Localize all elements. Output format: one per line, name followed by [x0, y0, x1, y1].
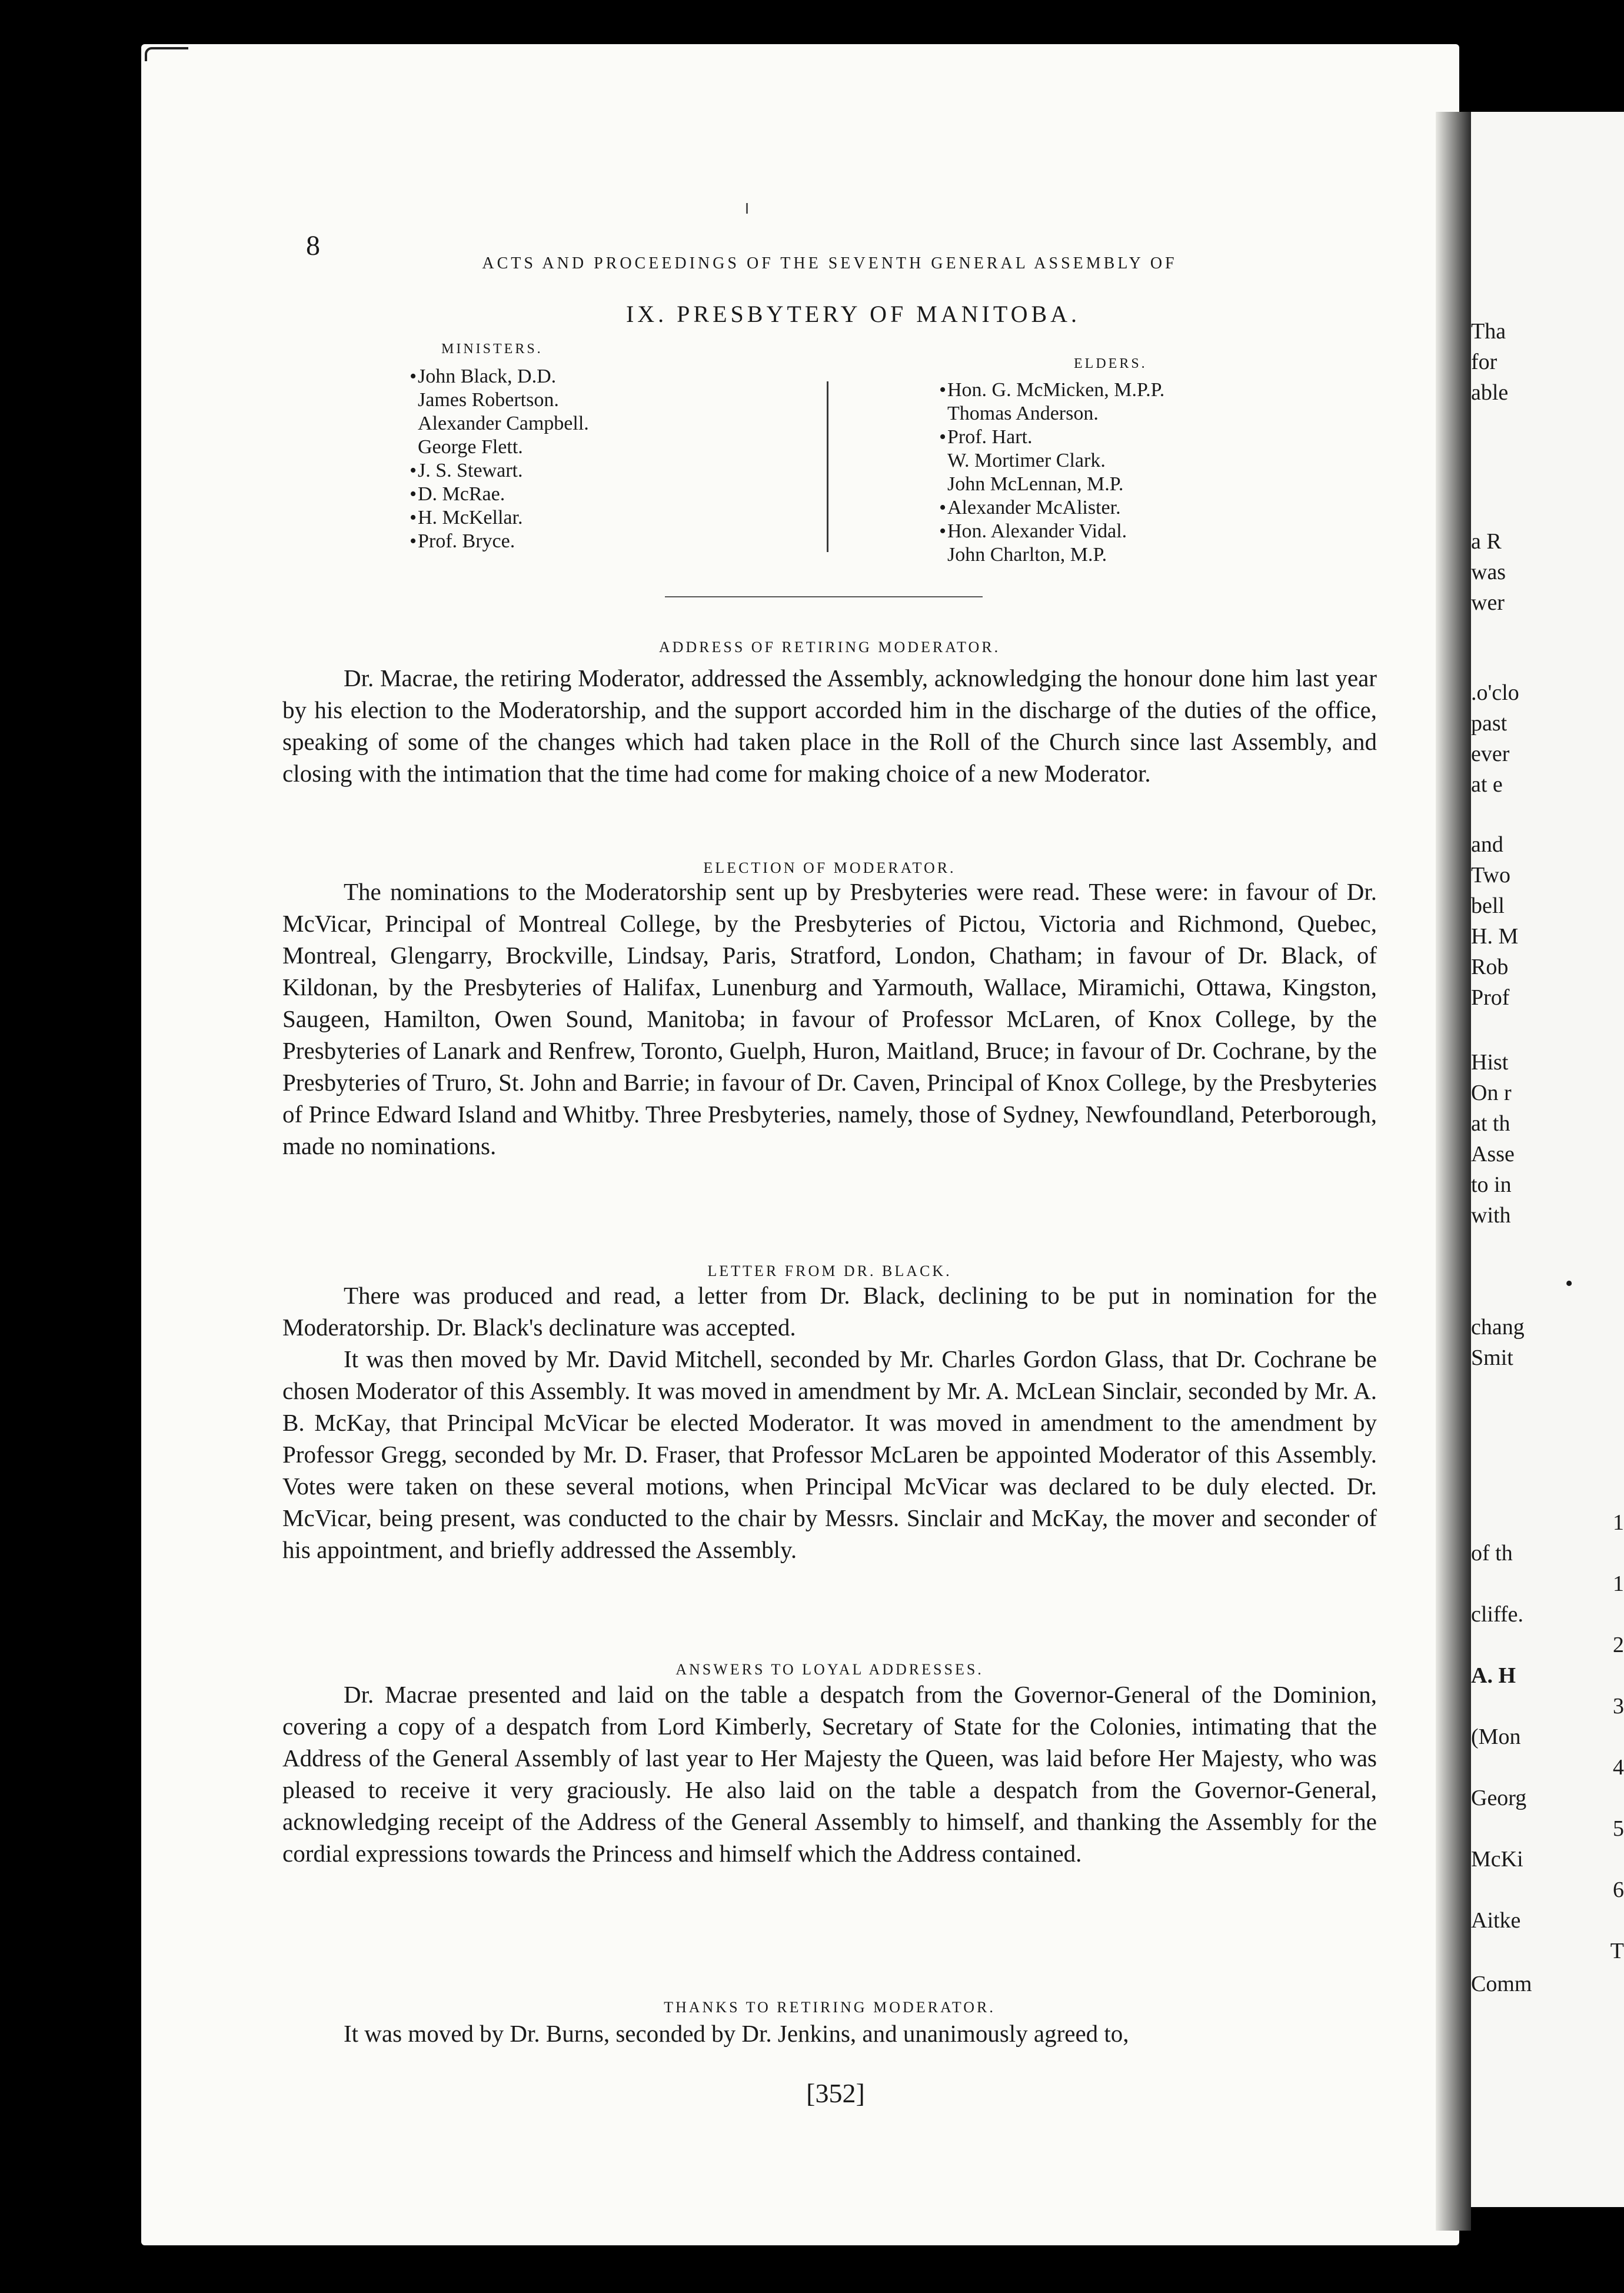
minister-entry: •H. McKellar.: [410, 507, 523, 529]
facing-line: Asse: [1471, 1142, 1515, 1167]
thanks-paragraph: It was moved by Dr. Burns, seconded by Dr. Jenkins, and unanimously agreed to,: [344, 2020, 1129, 2047]
facing-line: chang: [1471, 1315, 1525, 1340]
letter-heading: LETTER FROM DR. BLACK.: [707, 1262, 952, 1280]
elder-entry: •Hon. Alexander Vidal.: [939, 520, 1127, 542]
facing-line: and: [1471, 832, 1503, 857]
facing-line: H. M: [1471, 924, 1519, 949]
facing-page-fragment: [1471, 112, 1624, 2207]
facing-line: past: [1471, 711, 1507, 736]
facing-line: (Mon: [1471, 1724, 1521, 1749]
ministers-list: [406, 365, 589, 553]
elder-entry: John McLennan, M.P.: [947, 473, 1124, 495]
elder-entry: Thomas Anderson.: [947, 403, 1099, 424]
facing-line: Two: [1471, 863, 1511, 888]
minister-entry: Alexander Campbell.: [418, 413, 589, 434]
page-number: 8: [306, 230, 320, 261]
print-speck: [746, 203, 748, 214]
facing-line: 6: [1613, 1877, 1624, 1902]
minister-entry: George Flett.: [418, 436, 523, 458]
presbytery-title: IX. PRESBYTERY OF MANITOBA.: [625, 301, 1081, 327]
facing-line: 2: [1613, 1633, 1624, 1657]
facing-line: 3: [1613, 1694, 1624, 1719]
facing-line: Smit: [1471, 1345, 1513, 1370]
facing-line: Aitke: [1471, 1908, 1521, 1933]
column-divider: [827, 381, 828, 552]
elder-entry: •Hon. G. McMicken, M.P.P.: [939, 379, 1165, 401]
facing-line: 1: [1613, 1571, 1624, 1596]
signature-mark: [352]: [806, 2078, 865, 2108]
facing-line: 5: [1613, 1816, 1624, 1841]
answers-paragraph: Dr. Macrae presented and laid on the table a despatch from the Governor-General of the Dominion, covering a copy of a despatch from Lord Kimberly, Secretary of State for the Colonies, intimating that the Address of the General Assembly of last year to Her Majesty the Queen, was laid before Her Majesty, who was pleased to receive it very graciously. He also laid on the table a despatch from the Governor-General, acknowledging receipt of the Address of the General Assembly to himself, and thanking the Assembly for the cordial expressions towards the Princess and himself which the Address contained.: [282, 1681, 1377, 1867]
running-head: ACTS AND PROCEEDINGS OF THE SEVENTH GENERAL ASSEMBLY OF: [482, 254, 1177, 272]
elder-entry: •Prof. Hart.: [939, 426, 1033, 448]
election-paragraph: The nominations to the Moderatorship sent up by Presbyteries were read. These were: in favour of Dr. McVicar, Principal of Montreal College, by the Presbyteries of Pictou, Victoria and Richmond, Quebec, Montreal, Glengarry, Brockville, Lindsay, Paris, Stratford, London, Chatham; in favour of Dr. Black, of Kildonan, by the Presbyteries of Halifax, Lunenburg and Yarmouth, Wallace, Miramichi, Ottawa, Kingston, Saugeen, Hamilton, Owen Sound, Manitoba; in favour of Professor McLaren, of Knox College, by the Presbyteries of Lanark and Renfrew, Toronto, Guelph, Huron, Maitland, Bruce; in favour of Dr. Cochrane, by the Presbyteries of Truro, St. John and Barrie; in favour of Dr. Caven, Principal of Knox College, by the Presbyteries of Prince Edward Island and Whitby. Three Presbyteries, namely, those of Sydney, Newfoundland, Peterborough, made no nominations.: [282, 878, 1377, 1159]
elders-heading: ELDERS.: [1074, 356, 1147, 371]
facing-line: cliffe.: [1471, 1602, 1523, 1627]
facing-line: On r: [1471, 1081, 1512, 1105]
facing-line: ever: [1471, 742, 1510, 766]
facing-line: able: [1471, 380, 1509, 405]
facing-line: at e: [1471, 772, 1503, 797]
facing-line: Georg: [1471, 1786, 1527, 1810]
facing-line: wer: [1471, 590, 1505, 615]
facing-line: at th: [1471, 1111, 1510, 1136]
motion-paragraph: It was then moved by Mr. David Mitchell, seconded by Mr. Charles Gordon Glass, that Dr. Cochrane be chosen Moderator of this Assembly. It was moved in amendment by Mr. A. McLean Sinclair, seconded by Mr. A. B. McKay, that Principal McVicar be elected Moderator. It was moved in amendment to the amendment by Professor Gregg, seconded by Mr. D. Fraser, that Professor McLaren be appointed Moderator of this Assembly. Votes were taken on these several motions, when Principal McVicar was declared to be duly elected. Dr. McVicar, being present, was conducted to the chair by Messrs. Sinclair and McKay, the mover and seconder of his appointment, and briefly addressed the Assembly.: [282, 1345, 1377, 1563]
minister-entry: •John Black, D.D.: [410, 365, 557, 387]
minister-entry: •D. McRae.: [410, 483, 505, 505]
elder-entry: W. Mortimer Clark.: [947, 450, 1106, 471]
facing-line: A. H: [1471, 1663, 1516, 1688]
facing-line: to in: [1471, 1172, 1512, 1197]
facing-line: Rob: [1471, 955, 1509, 979]
facing-line: 1: [1613, 1510, 1624, 1535]
facing-line: Prof: [1471, 985, 1510, 1010]
minister-entry: •J. S. Stewart.: [410, 460, 523, 481]
facing-line: Comm: [1471, 1972, 1532, 1996]
facing-line: with: [1471, 1203, 1511, 1228]
facing-line: .o'clo: [1471, 680, 1519, 705]
facing-line: was: [1471, 560, 1506, 584]
facing-line: Tha: [1471, 319, 1506, 344]
address-heading: ADDRESS OF RETIRING MODERATOR.: [658, 639, 1001, 656]
separator-rule: [665, 596, 983, 597]
election-heading: ELECTION OF MODERATOR.: [703, 859, 956, 876]
minister-entry: James Robertson.: [418, 389, 559, 411]
page-gutter-shadow: [1436, 112, 1471, 2231]
page-corner-curl: [145, 47, 188, 61]
elder-entry: •Alexander McAlister.: [939, 497, 1121, 519]
facing-line: T: [1610, 1939, 1624, 1963]
ministers-heading: MINISTERS.: [441, 341, 543, 357]
facing-line: McKi: [1471, 1847, 1523, 1872]
letter-paragraph: There was produced and read, a letter from Dr. Black, declining to be put in nomination for the Moderatorship. Dr. Black's declinature was accepted.: [282, 1282, 1377, 1341]
facing-line: •: [1565, 1271, 1573, 1296]
answers-heading: ANSWERS TO LOYAL ADDRESSES.: [675, 1661, 984, 1678]
facing-line: of th: [1471, 1541, 1513, 1566]
address-paragraph: Dr. Macrae, the retiring Moderator, addressed the Assembly, acknowledging the honour done him last year by his election to the Moderatorship, and the support accorded him in the discharge of the duties of the office, speaking of some of the changes which had taken place in the Roll of the Church since last Assembly, and closing with the intimation that the time had come for making choice of a new Moderator.: [282, 664, 1377, 787]
facing-line: Hist: [1471, 1050, 1509, 1075]
facing-line: bell: [1471, 893, 1505, 918]
thanks-heading: THANKS TO RETIRING MODERATOR.: [664, 1999, 996, 2016]
facing-line: 4: [1613, 1755, 1624, 1780]
minister-entry: •Prof. Bryce.: [410, 530, 515, 552]
facing-line: a R: [1471, 529, 1502, 554]
elders-list: [936, 378, 1164, 567]
elder-entry: John Charlton, M.P.: [947, 544, 1107, 566]
facing-line: for: [1471, 350, 1497, 374]
